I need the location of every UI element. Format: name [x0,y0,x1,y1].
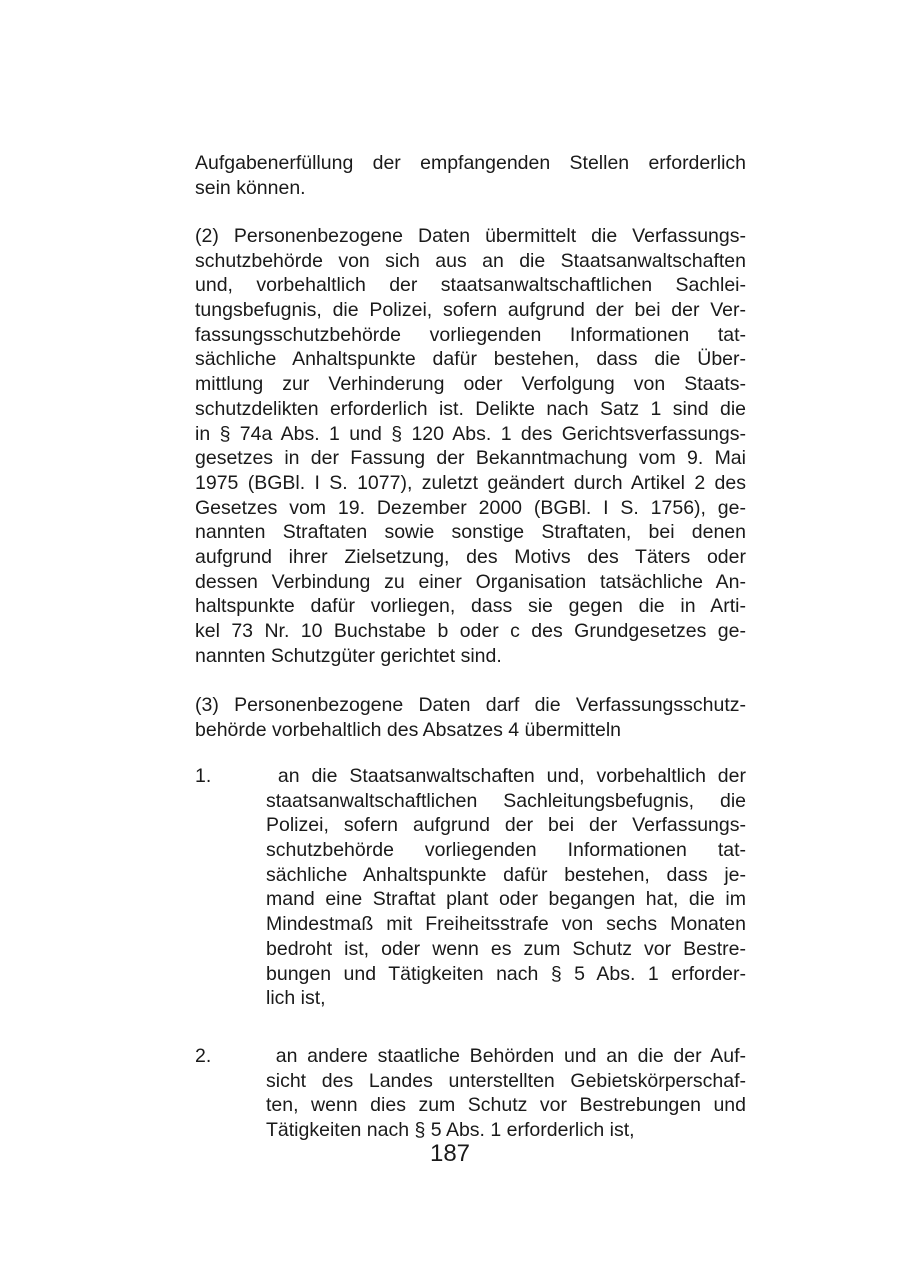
list-item-body [266,764,746,1011]
text-line: lich ist, [266,987,326,1010]
text-line: an andere staatliche Behörden und an die der Auf- [266,1045,746,1067]
text-line: schutzbehörde vorliegenden Informationen tat- [266,839,746,862]
text-line: und, vorbehaltlich der staatsanwaltschaftlichen Sachlei- [195,274,746,297]
list-item-number: 1. [195,765,212,787]
text-line: mittlung zur Verhinderung oder Verfolgung von Staats- [195,373,746,396]
text-line: schutzbehörde von sich aus an die Staatsanwaltschaften [195,249,746,272]
text-line: schutzdelikten erforderlich ist. Delikte nach Satz 1 sind die [195,397,746,420]
text-line: Gesetzes vom 19. Dezember 2000 (BGBl. I S. 1756), ge- [195,496,746,519]
text-line: haltspunkte dafür vorliegen, dass sie gegen die in Arti- [195,595,746,618]
text-line: 1975 (BGBl. I S. 1077), zuletzt geändert durch Artikel 2 des [195,471,746,494]
text-line: fassungsschutzbehörde vorliegenden Informationen tat- [195,323,746,346]
text-line: aufgrund ihrer Zielsetzung, des Motivs des Täters oder [195,545,746,568]
text-line: dessen Verbindung zu einer Organisation tatsächliche An- [195,570,746,593]
text-line: nannten Schutzgüter gerichtet sind. [195,644,502,667]
text-line: (2) Personenbezogene Daten übermittelt die Verfassungs- [195,225,746,247]
list-item-2 [195,1044,746,1143]
text-line: Polizei, sofern aufgrund der bei der Verfassungs- [266,814,746,837]
paragraph-1 [195,151,746,200]
page-number: 187 [429,1140,471,1167]
text-line: Aufgabenerfüllung der empfangenden Stellen erforderlich [195,152,746,174]
text-line: sicht des Landes unterstellten Gebietskörperschaf- [266,1069,746,1092]
text-line: (3) Personenbezogene Daten darf die Verfassungsschutz- [195,694,746,716]
text-line: Tätigkeiten nach § 5 Abs. 1 erforderlich ist, [266,1119,635,1142]
text-line: sein können. [195,176,306,199]
text-line: bungen und Tätigkeiten nach § 5 Abs. 1 erforder- [266,962,746,985]
text-line: bedroht ist, oder wenn es zum Schutz vor Bestre- [266,937,746,960]
text-line: mand eine Straftat plant oder begangen hat, die im [266,888,746,911]
text-line: ten, wenn dies zum Schutz vor Bestrebungen und [266,1094,746,1117]
list-item-body [266,1044,746,1143]
text-line: tungsbefugnis, die Polizei, sofern aufgrund der bei der Ver- [195,299,746,322]
text-line: sächliche Anhaltspunkte dafür bestehen, dass je- [266,863,746,886]
text-line: sächliche Anhaltspunkte dafür bestehen, dass die Über- [195,348,746,371]
text-line: behörde vorbehaltlich des Absatzes 4 übermitteln [195,718,622,741]
paragraph-2 [195,224,746,668]
text-line: an die Staatsanwaltschaften und, vorbehaltlich der [266,765,746,787]
text-line: in § 74a Abs. 1 und § 120 Abs. 1 des Gerichtsverfassungs- [195,422,746,445]
paragraph-3 [195,693,746,742]
text-line: Mindestmaß mit Freiheitsstrafe von sechs Monaten [266,913,746,936]
text-line: kel 73 Nr. 10 Buchstabe b oder c des Grundgesetzes ge- [195,620,746,642]
text-line: gesetzes in der Fassung der Bekanntmachung vom 9. Mai [195,447,746,470]
text-line: staatsanwaltschaftlichen Sachleitungsbefugnis, die [266,789,746,812]
list-item-1 [195,764,746,1011]
text-line: nannten Straftaten sowie sonstige Straftaten, bei denen [195,521,746,544]
list-item-number: 2. [195,1045,212,1067]
